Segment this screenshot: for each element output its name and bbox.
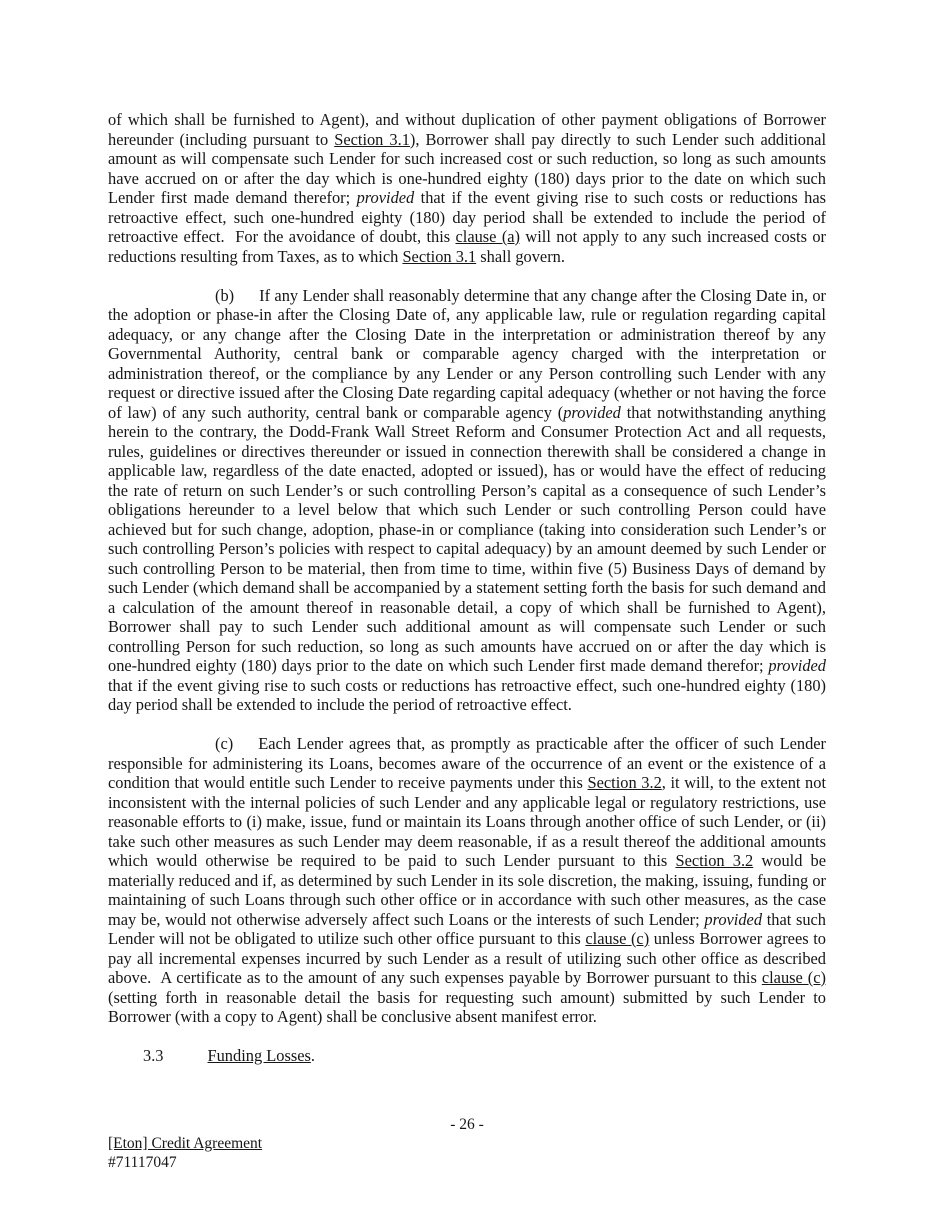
text-run: shall govern. xyxy=(476,246,565,266)
text-run: (b) xyxy=(215,285,235,305)
text-run: Each Lender agrees that, as promptly as practicable after the officer of such Lender responsible for administering its Loans, becomes aware of the occurrence of an event or the existence of a condition that would entitle such Lender to receive payments under this xyxy=(108,734,826,792)
text-run: would be materially reduced and if, as determined by such Lender in its sole discretion, the making, issuing, funding or maintaining of such Loans through such other office or in accordance with such other measures, as the case may be, would not otherwise adversely affect such Loans or the interests of such Lender; xyxy=(108,851,827,929)
text-run: clause (a) xyxy=(455,227,521,246)
text-run: If any Lender shall reasonably determine that any change after the Closing Date in, or the adoption or phase-in after the Closing Date of, any applicable law, rule or regulation regarding capital adequacy, or any change after the Closing Date in the interpretation or administration thereof by any Governmental Authority, central bank or comparable agency charged with the interpretation or administration thereof, or the compliance by any Lender or any Person controlling such Lender with any request or directive issued after the Closing Date regarding capital adequacy (whether or not having the force of law) of any such authority, central bank or comparable agency ( xyxy=(108,285,826,422)
paragraph-b xyxy=(108,286,826,715)
section-title-suffix: . xyxy=(310,1046,315,1065)
text-run: provided xyxy=(768,656,826,675)
text-run: provided xyxy=(704,909,763,929)
document-body xyxy=(108,110,826,1066)
text-run: (c) xyxy=(215,734,234,753)
text-run: of which shall be furnished to Agent), and without duplication of other payment obligations of Borrower hereunder (including pursuant to xyxy=(108,110,826,149)
text-run: will not apply to any such increased costs or reductions resulting from Taxes, as to which xyxy=(108,227,826,266)
paragraphs-container xyxy=(108,110,826,1027)
text-run: unless Borrower agrees to pay all incremental expenses incurred by such Lender as a result of utilizing such other office as described above. A certificate as to the amount of any such expenses payable by Borrower pursuant to this xyxy=(108,929,826,987)
text-run: Section 3.2 xyxy=(587,773,662,792)
text-run: Section 3.2 xyxy=(675,851,754,870)
text-run: provided xyxy=(356,188,415,207)
paragraph-a-continuation xyxy=(108,110,826,266)
text-run: that if the event giving rise to such costs or reductions has retroactive effect, such one-hundred eighty (180) day period shall be extended to include the period of retroactive effect. xyxy=(108,675,826,714)
text-run: Section 3.1 xyxy=(334,129,410,149)
section-heading xyxy=(108,1046,826,1066)
page-number: - 26 - xyxy=(450,1116,484,1133)
text-run: Section 3.1 xyxy=(402,246,477,266)
text-run: ), Borrower shall pay directly to such Lender such additional amount as will compensate such Lender for such increased cost or such reduction, so long as such amounts have accrued on or after the day which is one-hundred eighty (180) days prior to the date on which such Lender first made demand therefor; xyxy=(108,129,827,207)
text-run: clause (c) xyxy=(585,929,650,948)
text-run: that if the event giving rise to such costs or reductions has retroactive effect, such one-hundred eighty (180) day period shall be extended to include the period of retroactive effect. For the avoidance of doubt, this xyxy=(108,188,826,246)
footer-doc-name: [Eton] Credit Agreement xyxy=(108,1135,263,1152)
paragraph-c xyxy=(108,734,826,1027)
footer-doc-id: #71117047 xyxy=(108,1154,177,1171)
text-run: clause (c) xyxy=(761,968,826,987)
text-run: , it will, to the extent not inconsistent with the internal policies of such Lender and any applicable legal or regulatory restrictions, use reasonable efforts to (i) make, issue, fund or maintain its Loans through another office of such Lender, or (ii) take such other measures as such Lender may deem reasonable, if as a result thereof the additional amounts which would otherwise be required to be paid to such Lender pursuant to this xyxy=(108,773,827,870)
section-title: Funding Losses xyxy=(207,1046,311,1065)
text-run: provided xyxy=(563,402,621,422)
section-number: 3.3 xyxy=(143,1046,164,1065)
footer-doc-info xyxy=(108,1134,262,1172)
text-run: (setting forth in reasonable detail the basis for requesting such amount) submitted by such Lender to Borrower (with a copy to Agent) shall be conclusive absent manifest error. xyxy=(108,987,826,1026)
text-run: that such Lender will not be obligated to utilize such other office pursuant to this xyxy=(108,909,826,948)
text-run: that notwithstanding anything herein to the contrary, the Dodd-Frank Wall Street Reform and Consumer Protection Act and all requests, rules, guidelines or directives thereunder or issued in connection therewith shall be considered a change in applicable law, regardless of the date enacted, adopted or issued), has or would have the effect of reducing the rate of return on such Lender’s or such controlling Person’s capital as a consequence of such Lender’s obligations hereunder to a level below that which such Lender or such controlling Person could have achieved but for such change, adoption, phase-in or compliance (taking into consideration such Lender’s or such controlling Person’s policies with respect to capital adequacy) by an amount deemed by such Lender or such controlling Person to be material, then from time to time, within five (5) Business Days of demand by such Lender (which demand shall be accompanied by a statement setting forth the basis for such demand and a calculation of the amount thereof in reasonable detail, a copy of which shall be furnished to Agent), Borrower shall pay to such Lender such additional amount as will compensate such Lender or such controlling Person for such reduction, so long as such amounts have accrued on or after the day which is one-hundred eighty (180) days prior to the date on which such Lender first made demand therefor; xyxy=(108,402,826,675)
